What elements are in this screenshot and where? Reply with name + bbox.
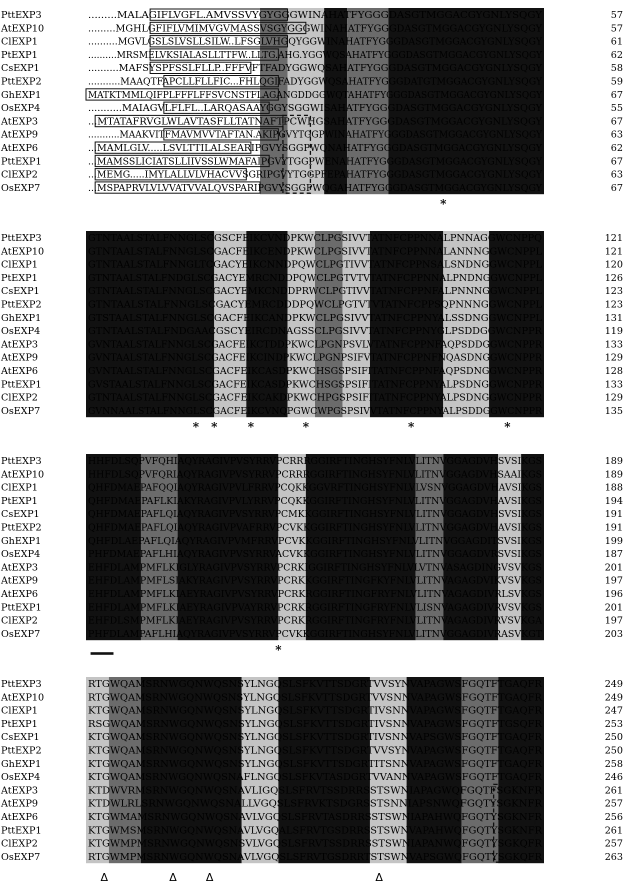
- residue-number: 258: [604, 758, 623, 770]
- residue-number: 59: [610, 76, 623, 88]
- seq-name: OsEXP7: [1, 851, 41, 863]
- seq-residues: ..........MRSMELVKSIALASLLTTFW..LLTG.AHG.YGGWQSAHATFYGGGDASGTMGGACGYGNLYSQGY: [88, 49, 543, 61]
- residue-number: 67: [610, 89, 623, 101]
- residue-number: 189: [604, 456, 623, 467]
- seq-residues: KTGWMSMSRNWGQNWQSNAVLVGQALSFRVTGSDRRSSTSWNVAPAHWQFGQTYSGKNFR: [88, 825, 543, 837]
- seq-residues: GTNTAALSTALFNDGLSCGACYEMRCNDDPQWCLPGTVTVTATNFCPPNNALPNDNGGWCNPPL: [88, 272, 543, 284]
- residue-number: 57: [610, 23, 623, 35]
- seq-name: ClEXP1: [1, 36, 38, 48]
- seq-residues: KTGWMAMSRNWGQNWQSNAVLVGQSLSFRVTASDRRSSTSWNIAPAHWQFGQTYSGKNFR: [88, 812, 543, 823]
- residue-number: 189: [604, 469, 623, 481]
- seq-name: OsEXP4: [1, 326, 41, 338]
- residue-number: 187: [604, 549, 623, 561]
- residue-number: 62: [610, 143, 623, 154]
- residue-number: 249: [604, 679, 623, 690]
- seq-residues: GVNNAALSTALFNNGLSCGACFEIKCVNQPGWCWPGSPSIVVTATNFCPPNYALPSDDGGWCNPPR: [88, 405, 543, 417]
- seq-name: PttEXP1: [1, 602, 42, 614]
- seq-residues: GVNTAALSTALFNNGLSCGACFEIKCASDPKWCHSGSPSIFITATNFCPPNFAQPSDNGGWCNPPR: [88, 366, 543, 377]
- seq-name: PttEXP3: [1, 233, 42, 244]
- residue-number: 63: [610, 169, 623, 181]
- residue-number: 246: [604, 772, 623, 784]
- seq-name: AtEXP10: [1, 469, 45, 481]
- seq-residues: QHFDMAEPAFQQIAQYRAGIVPVLFRRVPCQKKGGVRFTINGHSYFNLVLVSNVGGAGDVHAVSIKGS: [88, 482, 542, 494]
- seq-residues: PHFDMAEPAFLHIAQYRAGIVPVSYRRVACVKKGGIRFTINGHSYFNLVLITNVGGAGDVRSVSIKGS: [88, 549, 542, 561]
- seq-name: CsEXP1: [1, 286, 40, 298]
- seq-residues: GTNTAALSTALFNNGLSCGACYEMRCDDDPQWCLPGTVTVTATNFCPPSQPNNNGGWCNPPL: [88, 299, 543, 311]
- seq-residues: MATKTMMLQIFPLFFFLFFSVCNSTFLAGANGDDGGWQTAHATFYGGGDASGTMGGACGYGNLYSQGY: [88, 89, 543, 101]
- residue-number: 135: [604, 405, 623, 417]
- seq-residues: ...MEMG.....IMYLALLVLVHACVVSGRIPGVYTGGPFEPAHATFYGGGDASGTMGGACGYGNLYSQGY: [88, 169, 543, 181]
- seq-name: PttEXP2: [1, 299, 42, 311]
- seq-name: ClEXP2: [1, 615, 38, 627]
- seq-name: PtEXP1: [1, 49, 38, 61]
- seq-residues: EHFDLAMPMFLKIAEYRAGIVPVAYRRVPCRKRGGIRFTINGFRYFNLVLISNVAGAGDIVRVSVKGS: [88, 602, 542, 614]
- seq-residues: EHFDLAMPMFLSIAKYRAGIVPVSYRRVPCRKKGGIRFTINGFKYFNLVLITNVAGAGDVIKVSVKGS: [88, 575, 542, 587]
- seq-residues: GVNTAALSTALFNNGLSCGACFEIKCINDPKWCLPGNPSIFVTATNFCPPNFNQASDNGGWCNPPR: [88, 352, 543, 364]
- seq-residues: GTNTAALSTALFNNGLTCGACYEIKCNNDPQWCLPGTIVVTATNFCPPNSALSNDNGGWCNPPL: [88, 259, 543, 271]
- seq-name: ClEXP1: [1, 259, 38, 271]
- seq-residues: QHFDMAEPAFLQIAQYRAGIVPVAFRRVPCVKKGGIRFTINGHSYFNLVLITNVGGAGDVHAVSIKGS: [88, 522, 542, 534]
- seq-residues: ...MTATAFRVGLWLAVTASFLLTATNAFTPCWHGSAHATFYGGGDASGTMGGACGYGNLYSQGY: [88, 116, 543, 128]
- seq-name: AtEXP10: [1, 23, 45, 35]
- seq-name: OsEXP7: [1, 182, 41, 194]
- residue-number: 120: [604, 259, 623, 271]
- delta-marker: Δ: [100, 871, 109, 885]
- residue-number: 61: [610, 36, 623, 48]
- seq-name: AtEXP3: [1, 562, 39, 574]
- seq-name: AtEXP10: [1, 246, 45, 258]
- residue-number: 247: [604, 705, 623, 717]
- delta-marker: Δ: [169, 871, 177, 885]
- residue-number: 133: [604, 379, 623, 391]
- seq-residues: GTNTAALSTALFNNGLSCGSCFEIKCVNDPKWCLPGSIVVTATNFCPPNNALPNNAGGWCNPPQ: [88, 233, 543, 244]
- seq-name: OsEXP4: [1, 772, 41, 784]
- seq-residues: KTGWQAMSRNWGQNWQSNSYLNGQSLSFKVTTSDGRTIVSNNVAPAGWSFGQTFTGAQFR: [88, 705, 543, 717]
- residue-number: 194: [604, 495, 623, 507]
- seq-name: AtEXP9: [1, 352, 39, 364]
- seq-residues: QHFDMAEPAFLQIAQYRAGIVPVSYRRVPCMKKGGIRFTINGHSYFNLVLITNVGGAGDVHSVSIKGS: [88, 509, 542, 521]
- seq-name: CsEXP1: [1, 732, 40, 744]
- seq-residues: GTNTAALSTALFNDGAACGSCYEIRCDNAGSSCLPGSIVVTATNFCPPNYGLPSDDGGWCNPPR: [88, 326, 543, 338]
- seq-residues: QHFDMAEPAFLKIAKYRAGIVPVLYRRVPCQKKGGIRFTINGHSYFNLVLITNVGGAGDVHAVSIKGS: [88, 495, 542, 507]
- seq-residues: KTDWVRMSRNWGQNWQSNAVLIGQSLSFRVTSSDRRSSTSWNIAPAGWQFGQTFSGKNFR: [88, 785, 543, 797]
- seq-residues: RSGWQAMSRNWGQNWQSNSYLNGQSLSFKVTTSDGRTIVSNNVAPAGWSFGQTFTGSQFR: [88, 718, 543, 730]
- seq-residues: .........MGHLGFIFLVMIMVGVMASSVSGYGGGWINAHATFYGGGDASGTMGGACGYGNLYSQGY: [88, 23, 543, 35]
- residue-number: 129: [604, 392, 623, 404]
- seq-name: AtEXP6: [1, 366, 39, 377]
- seq-name: PttEXP2: [1, 745, 42, 757]
- seq-name: ClEXP1: [1, 482, 38, 494]
- seq-name: PttEXP2: [1, 522, 42, 534]
- seq-name: AtEXP3: [1, 116, 39, 128]
- seq-name: PttEXP1: [1, 825, 42, 837]
- residue-number: 199: [604, 535, 623, 547]
- motif-underline: [91, 652, 114, 655]
- residue-number: 55: [610, 103, 623, 115]
- residue-number: 133: [604, 339, 623, 351]
- residue-number: 131: [604, 312, 623, 324]
- seq-name: PttEXP3: [1, 679, 42, 690]
- seq-name: PttEXP1: [1, 379, 42, 391]
- seq-residues: KTGWQAMSRNWGQNWQSNSYLNGQSLSFKVTTSDGRTITSNNVAPAGWSFGQTFTGAQFR: [88, 758, 543, 770]
- residue-number: 257: [604, 798, 623, 810]
- residue-number: 196: [604, 589, 623, 600]
- delta-marker: Δ: [375, 871, 383, 885]
- residue-number: 197: [604, 575, 623, 587]
- conserved-star-marker: *: [302, 420, 309, 435]
- conserved-star-marker: *: [247, 420, 255, 435]
- seq-name: GhEXP1: [1, 89, 42, 101]
- seq-name: PtEXP1: [1, 495, 38, 507]
- residue-number: 197: [604, 615, 623, 627]
- seq-residues: ...........MAAQTFAPCLLFLLFIC...FHLQGIFADYGGWQSAHATFYGGGDATGTMGGACGYGNLYSQGY: [88, 76, 543, 88]
- seq-residues: ...MSPAPRVLVLVVATVVALQVSPARIPGVYSGGPWQGAHATFYGGGDASGTMGGACGYGNLYSQGY: [88, 182, 543, 194]
- residue-number: 263: [604, 851, 623, 863]
- residue-number: 126: [604, 272, 623, 284]
- residue-number: 201: [604, 602, 623, 614]
- seq-name: GhEXP1: [1, 758, 42, 770]
- seq-residues: .........MALAGIFLVGFL.AMVSSVYGYGGGWINAHATFYGGGDASGTMGGACGYGNLYSQGY: [88, 10, 543, 21]
- seq-residues: GTSTAALSTALFNNGLSCGACFEIKCANDPKWCLPGSIVVTATNFCPPNYALSSDNGGWCNPPL: [88, 312, 543, 324]
- seq-residues: PHFDLAMPAFLHIAQYRAGIVPVSYRRVPCVKKGGIRFTINGHSYFNLVLITNVGGAGDIVRASVKGT: [88, 628, 543, 640]
- seq-name: OsEXP7: [1, 628, 41, 640]
- residue-number: 119: [604, 326, 623, 338]
- residue-number: 203: [604, 628, 623, 640]
- residue-number: 201: [604, 562, 623, 574]
- seq-residues: ...MAMSSLICIATSLLIIVSSLWMAFAIPGVYTGGPWENAHATFYGGGDASGTMGGACGYGNLYSQGY: [88, 156, 543, 168]
- conserved-star-marker: *: [504, 420, 511, 435]
- seq-residues: RTGWMPMSRNWGQNWQSNAVLVGQSLSFRVTGSDRRTSTSWNVAPSGWQFGQTYSGKQFR: [88, 851, 543, 863]
- seq-residues: ..........MAFSYSPFSSLFLLP..FFFVFTFADYGGWQSAHATFYGGGDASGTMGGACGYGNLYSQGY: [88, 63, 543, 75]
- seq-residues: GTNTAALSTALFNNGLSCGACYEMKCNDDPRWCLPGTIVVTATNFCPPNFALPNNNGGWCNPPL: [88, 286, 543, 298]
- seq-name: AtEXP9: [1, 798, 39, 810]
- residue-number: 188: [604, 482, 623, 494]
- seq-name: AtEXP3: [1, 339, 39, 351]
- seq-name: GhEXP1: [1, 312, 42, 324]
- seq-name: AtEXP6: [1, 143, 39, 154]
- seq-residues: EHFDLSMPMFLKIAEYRAGIVPVSYRRVPCRKRGGIRFTINGFRYFNLVLITNVAGAGDIVRVSVKGA: [88, 615, 544, 627]
- seq-residues: RTGWQAMSRNWGQNWQSNSYLNGQSLSFKVTTSDGRTVVSYNVAPAGWSFGQTFTGAQFR: [88, 679, 543, 690]
- residue-number: 250: [604, 745, 623, 757]
- residue-number: 128: [604, 366, 623, 377]
- seq-name: AtEXP9: [1, 129, 39, 141]
- residue-number: 67: [610, 116, 623, 128]
- seq-residues: KTDWLRLSRNWGQNWQSNALLVGQSLSFRVKTSDGRSSTSNNIAPSNWQFGQTYSGKNFR: [88, 798, 543, 810]
- seq-residues: HHFDLSQPVFQHIAQYRAGIVPVSYRRVPCRRRGGIRFTINGHSYFNLVLITNVGGAGDVHSVSIKGS: [88, 456, 542, 467]
- seq-residues: EHFDLAMPMFLKIAEYRAGIVPVSYRRVPCRKRGGIRFTINGFRYFNLVLITNVAGAGDIVRLSVKGS: [88, 589, 542, 600]
- seq-name: ClEXP2: [1, 838, 38, 850]
- seq-name: PtEXP1: [1, 272, 38, 284]
- seq-residues: EHFDLAMPMFLKIGLYRAGIVPVSYRRVPCRKIGGIRFTINGHSYFNLVLVTNVASAGDINGVSVKGS: [88, 562, 542, 574]
- residue-number: 256: [604, 812, 623, 823]
- seq-residues: ..........MGVLGSLSLVSLLSILW..LFSGLVHGQYGGWINAHATFYGGGDASGTMGGACGYGNLYSQGY: [88, 36, 543, 48]
- seq-residues: KTGWMPMSRNWGQNWQSNSVLVGQSLSFRVTSSDRRSSTSWNIAPANWQFGQTYSGKQFR: [88, 838, 543, 850]
- conserved-star-marker: *: [440, 197, 447, 212]
- residue-number: 121: [604, 246, 623, 258]
- residue-number: 57: [610, 10, 623, 21]
- seq-name: ClEXP2: [1, 169, 38, 181]
- seq-name: PttEXP3: [1, 10, 42, 21]
- residue-number: 63: [610, 129, 623, 141]
- residue-number: 123: [604, 299, 623, 311]
- seq-residues: HHFDLSQPVFQRIAQYRAGIVPVSYRRVPCRRRGGIRFTINGHSYFNLVLITNVGGAGDVHSAAIKGS: [88, 469, 542, 481]
- residue-number: 67: [610, 156, 623, 168]
- seq-name: PttEXP2: [1, 76, 42, 88]
- conserved-star-marker: *: [211, 420, 218, 435]
- residue-number: 253: [604, 718, 623, 730]
- residue-number: 261: [604, 825, 623, 837]
- seq-residues: KTGWQAMSRNWGQNWQSNSYLNGQSLSFKVTTSDGRTVVSYNVAPAGWSFGQTFTGAQFR: [88, 745, 543, 757]
- residue-number: 67: [610, 182, 623, 194]
- residue-number: 58: [610, 63, 623, 75]
- seq-residues: ...MAMLGLV.....LSVLTTILALSEARIPGVYSGGPWQNAHATFYGGGDASGTMGGACGYGNLYSQGY: [88, 143, 543, 154]
- seq-residues: GVNTAALSTALFNNGLSCGACFEIKCTDDPKWCLPGNPSVLVTATNFCPPNFAQPSDDGGWCNPPR: [88, 339, 543, 351]
- residue-number: 123: [604, 286, 623, 298]
- seq-name: AtEXP3: [1, 785, 39, 797]
- seq-name: CsEXP1: [1, 63, 40, 75]
- seq-name: CsEXP1: [1, 509, 40, 521]
- seq-name: AtEXP9: [1, 575, 39, 587]
- seq-residues: KTGWQAMSRNWGQNWQSNAFLNGQSLSFKVTASDGRTVVANNVAPAGWSFGQTFTGAQFR: [88, 772, 543, 784]
- seq-name: AtEXP6: [1, 812, 39, 823]
- seq-residues: GTNTAALSTALFNNGLSCGACFEIKCENDPKWCLPGSIVVTATNFCPPNNALANNNGGWCNPPL: [88, 246, 543, 258]
- residue-number: 191: [604, 509, 623, 521]
- residue-number: 191: [604, 522, 623, 534]
- seq-residues: RTGWQAMSRNWGQNWQSNSYLNGQSLSFKVTTSDGRTVVSNNVAPAGWSFGQTFTGAQFR: [88, 692, 543, 704]
- residue-number: 62: [610, 49, 623, 61]
- seq-residues: GTNTAALSTALFNNGLSCGACFEIKCAKDPKWCHPGSPSIFITATNFCPPNYALPSDNGGWCNPPR: [88, 392, 543, 404]
- seq-name: PttEXP3: [1, 456, 42, 467]
- seq-name: ClEXP2: [1, 392, 38, 404]
- seq-name: GhEXP1: [1, 535, 42, 547]
- seq-residues: QHFDLAEPAFLQIAQYRAGIVPVMFRRVPCVKKGGIRFTINGHSYFNLVLITNVGGAGDITSVSIKGS: [88, 535, 542, 547]
- seq-name: AtEXP6: [1, 589, 39, 600]
- residue-number: 250: [604, 732, 623, 744]
- seq-residues: KTGWQAMSRNWGQNWQSNSYLNGQSLSFKVTTSDGRTIVSNNVAPSGWSFGQTFTGAQFR: [88, 732, 543, 744]
- residue-number: 129: [604, 352, 623, 364]
- seq-name: OsEXP4: [1, 103, 41, 115]
- seq-name: OsEXP4: [1, 549, 41, 561]
- seq-residues: GVSTAALSTALFNNGLSCGACFEIKCASDPKWCHSGSPSIFITATNFCPPNYALPSDNGGWCNPPR: [88, 379, 543, 391]
- seq-residues: ...........MAIAGVLFLFL..LARQASAAYGGYSGGWISAHATFYGGGDASGTMGGACGYGNLYSQGY: [88, 103, 543, 115]
- residue-number: 257: [604, 838, 623, 850]
- residue-number: 261: [604, 785, 623, 797]
- residue-number: 249: [604, 692, 623, 704]
- seq-name: PttEXP1: [1, 156, 42, 168]
- residue-number: 121: [604, 233, 623, 244]
- seq-name: AtEXP10: [1, 692, 45, 704]
- seq-name: ClEXP1: [1, 705, 38, 717]
- seq-residues: ...........MAAKVITFMAVMVVTAFTAN.AKIPGVYTGGPWINAHATFYGGGDASGTMGGACGYGNLYSQGY: [88, 129, 543, 141]
- conserved-star-marker: *: [408, 420, 415, 435]
- seq-name: PtEXP1: [1, 718, 38, 730]
- conserved-star-marker: *: [192, 420, 200, 435]
- conserved-star-marker: *: [275, 643, 282, 658]
- delta-marker: Δ: [205, 871, 214, 885]
- seq-name: OsEXP7: [1, 405, 41, 417]
